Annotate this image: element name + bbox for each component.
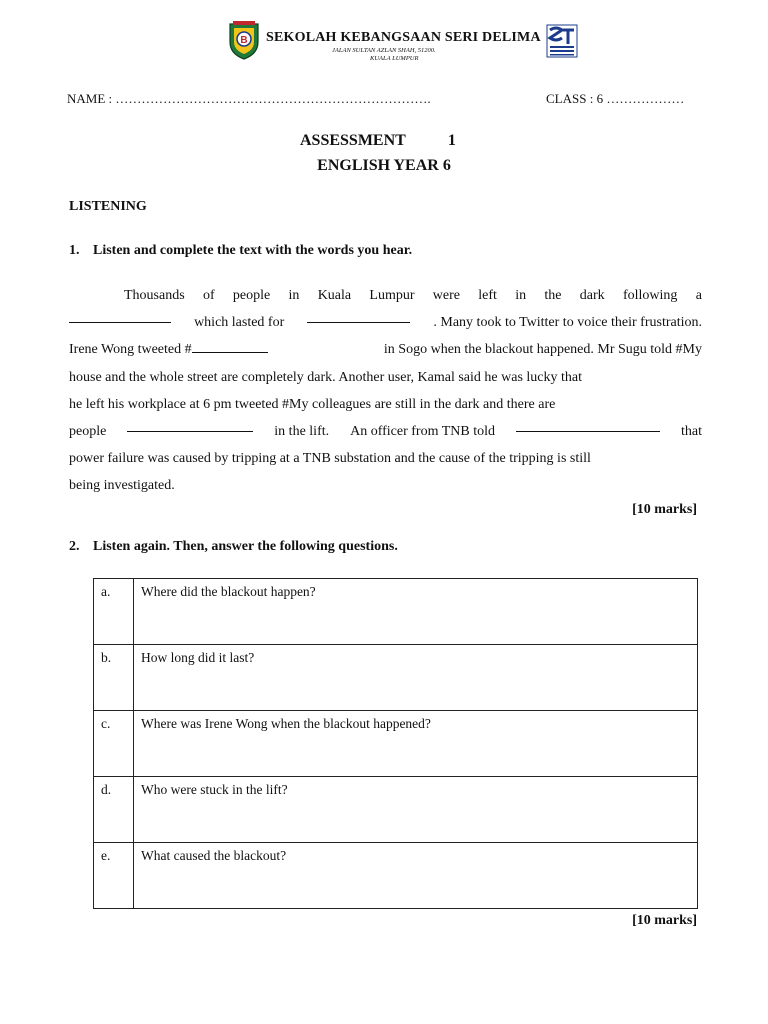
passage-text: in Sogo when the blackout happened. Mr Sugu told #My bbox=[383, 342, 702, 358]
table-row bbox=[94, 843, 698, 909]
answer-blank-5[interactable] bbox=[516, 418, 660, 432]
passage-line-1 bbox=[69, 282, 702, 309]
passage-line-6 bbox=[69, 418, 702, 445]
passage-line-5 bbox=[69, 391, 702, 418]
passage-text: An officer from TNB told bbox=[350, 423, 496, 439]
row-question[interactable]: Where did the blackout happen? bbox=[134, 579, 698, 645]
school-crest-logo bbox=[228, 20, 260, 60]
passage-text: power failure was caused by tripping at a TNB substation and the cause of the tripping is still bbox=[69, 451, 591, 467]
student-class-field[interactable]: CLASS : 6 ……………… bbox=[546, 91, 685, 106]
question-1-marks: [10 marks] bbox=[632, 502, 697, 517]
passage-text: being investigated. bbox=[69, 478, 175, 494]
ministry-logo bbox=[546, 24, 578, 58]
table-row bbox=[94, 777, 698, 843]
answer-blank-3[interactable] bbox=[192, 339, 268, 353]
row-letter: a. bbox=[94, 579, 134, 645]
section-heading: LISTENING bbox=[69, 199, 147, 214]
passage-word: the bbox=[544, 288, 562, 303]
passage-word: a bbox=[695, 288, 702, 303]
passage-text: . Many took to Twitter to voice their frustration. bbox=[433, 315, 702, 331]
passage-line-3 bbox=[69, 336, 702, 363]
passage-line-4 bbox=[69, 364, 702, 391]
passage-word: left bbox=[478, 288, 497, 303]
question-1-number: 1. bbox=[69, 243, 80, 258]
question-1-text: Listen and complete the text with the words you hear. bbox=[93, 243, 413, 258]
table-row bbox=[94, 711, 698, 777]
table-row bbox=[94, 645, 698, 711]
passage-word: Kuala bbox=[317, 288, 352, 303]
subject-title: ENGLISH YEAR 6 bbox=[317, 157, 451, 174]
row-letter: c. bbox=[94, 711, 134, 777]
answer-blank-2[interactable] bbox=[307, 309, 410, 323]
question-2-text: Listen again. Then, answer the following questions. bbox=[93, 539, 398, 554]
passage-word: Thousands bbox=[124, 288, 185, 303]
student-name-field[interactable]: NAME : ………………………………………………………………. bbox=[67, 91, 431, 106]
passage-segment bbox=[69, 336, 268, 363]
answer-blank-1[interactable] bbox=[69, 309, 171, 323]
assessment-number: 1 bbox=[447, 132, 456, 149]
passage-word: in bbox=[288, 288, 300, 303]
passage-word: following bbox=[622, 288, 678, 303]
listening-passage bbox=[69, 282, 702, 500]
row-question[interactable]: How long did it last? bbox=[134, 645, 698, 711]
school-address-line-2: KUALA LUMPUR bbox=[370, 55, 419, 62]
passage-text: he left his workplace at 6 pm tweeted #My colleagues are still in the dark and there are bbox=[69, 396, 556, 412]
passage-line-8 bbox=[69, 472, 702, 499]
passage-text: Irene Wong tweeted # bbox=[69, 342, 192, 358]
answer-blank-4[interactable] bbox=[127, 418, 253, 432]
school-address-line-1: JALAN SULTAN AZLAN SHAH, 51200. bbox=[332, 47, 436, 54]
passage-word: were bbox=[432, 288, 460, 303]
row-question[interactable]: Who were stuck in the lift? bbox=[134, 777, 698, 843]
question-2-number: 2. bbox=[69, 539, 80, 554]
question-2-instruction bbox=[69, 539, 398, 555]
question-table bbox=[93, 578, 698, 909]
passage-word: Lumpur bbox=[369, 288, 415, 303]
svg-text:B: B bbox=[240, 35, 248, 46]
row-question[interactable]: Where was Irene Wong when the blackout happened? bbox=[134, 711, 698, 777]
passage-text: in the lift. bbox=[274, 423, 330, 439]
passage-line-2 bbox=[69, 309, 702, 336]
row-letter: d. bbox=[94, 777, 134, 843]
table-row bbox=[94, 579, 698, 645]
passage-text: people bbox=[69, 423, 107, 439]
passage-word: dark bbox=[579, 288, 605, 303]
assessment-title-text: ASSESSMENT bbox=[300, 132, 406, 149]
row-question[interactable]: What caused the blackout? bbox=[134, 843, 698, 909]
passage-word: people bbox=[232, 288, 271, 303]
passage-text: house and the whole street are completely dark. Another user, Kamal said he was lucky that bbox=[69, 369, 582, 385]
row-letter: e. bbox=[94, 843, 134, 909]
passage-word: in bbox=[515, 288, 527, 303]
assessment-title bbox=[300, 132, 456, 150]
passage-text: which lasted for bbox=[194, 315, 285, 331]
passage-line-7 bbox=[69, 445, 702, 472]
question-1-instruction bbox=[69, 243, 412, 259]
passage-text: that bbox=[680, 423, 702, 439]
school-name: SEKOLAH KEBANGSAAN SERI DELIMA bbox=[266, 30, 541, 45]
passage-word: of bbox=[202, 288, 215, 303]
question-2-marks: [10 marks] bbox=[632, 913, 697, 928]
row-letter: b. bbox=[94, 645, 134, 711]
